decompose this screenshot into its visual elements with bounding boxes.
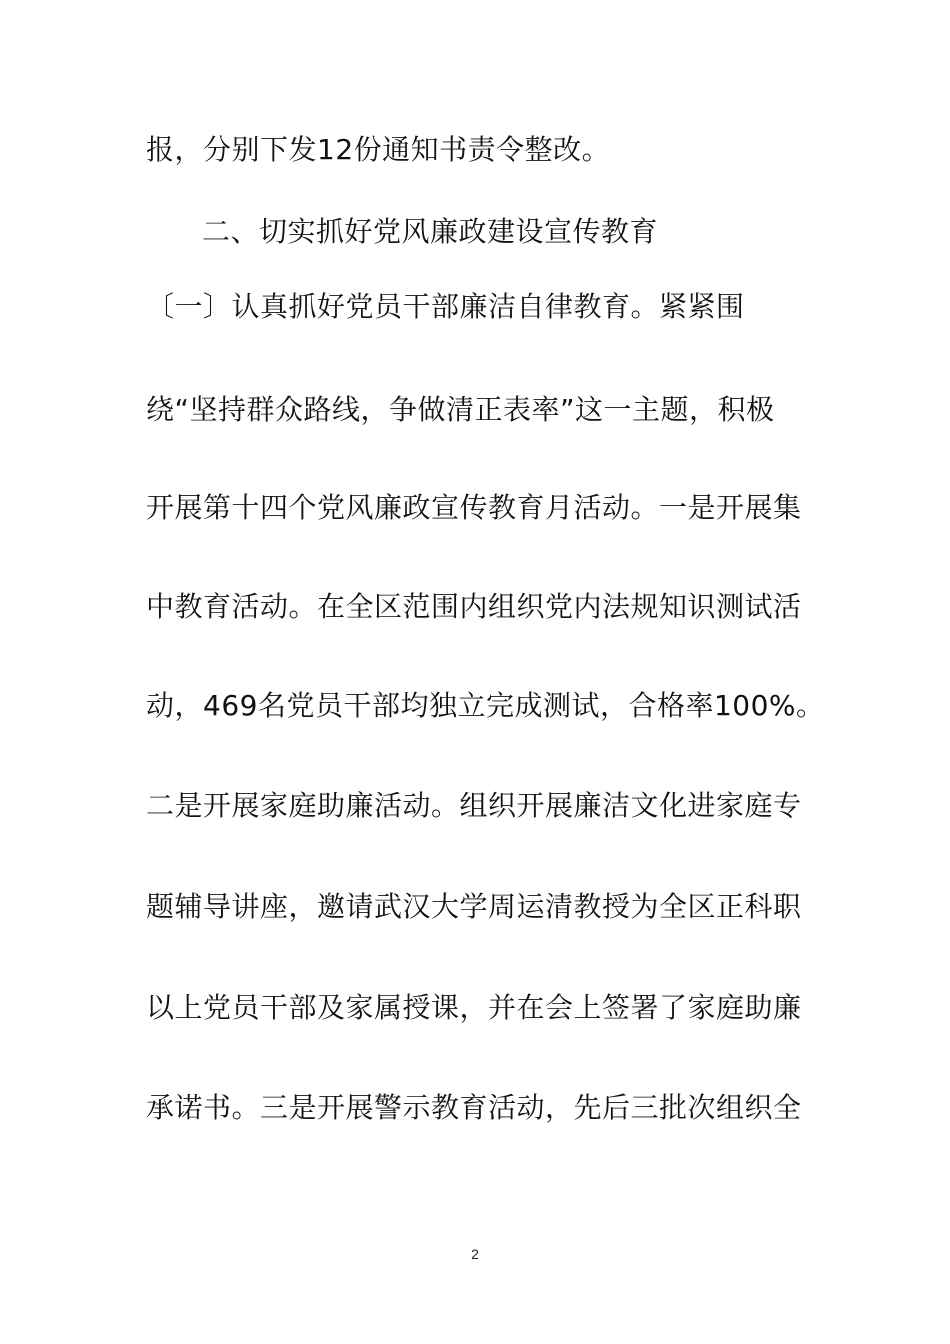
paragraph-line: 二是开展家庭助廉活动。组织开展廉洁文化进家庭专 [146, 789, 802, 822]
paragraph-line: 绕“坚持群众路线，争做清正表率”这一主题，积极 [146, 393, 775, 426]
paragraph-line: 以上党员干部及家属授课，并在会上签署了家庭助廉 [146, 991, 802, 1024]
page-number: 2 [471, 1246, 479, 1262]
paragraph-line: 中教育活动。在全区范围内组织党内法规知识测试活 [146, 590, 802, 623]
paragraph-line: 承诺书。三是开展警示教育活动，先后三批次组织全 [146, 1091, 802, 1124]
paragraph-line: 题辅导讲座，邀请武汉大学周运清教授为全区正科职 [146, 890, 802, 923]
paragraph-line: 报，分别下发12份通知书责令整改。 [146, 133, 611, 166]
paragraph-line: 开展第十四个党风廉政宣传教育月活动。一是开展集 [146, 491, 802, 524]
section-heading: 二、切实抓好党风廉政建设宣传教育 [202, 215, 659, 248]
paragraph-line: 动，469名党员干部均独立完成测试，合格率100%。 [146, 689, 825, 722]
subsection-heading-line: 〔一〕认真抓好党员干部廉洁自律教育。紧紧围 [146, 290, 745, 323]
